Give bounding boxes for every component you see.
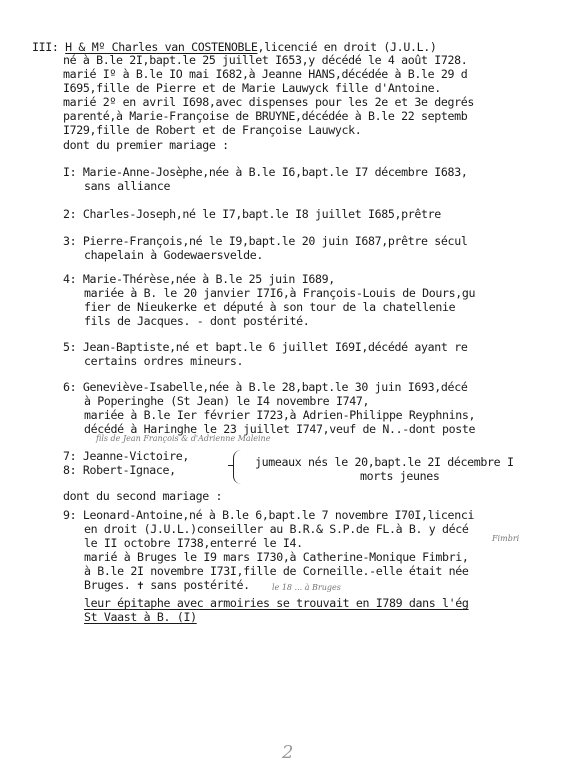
handwritten-annotation: le 18 ... à Bruges bbox=[272, 583, 341, 592]
intro-line: né à B.le 2I,bapt.le 25 juillet I653,y décédé le 4 août I728. bbox=[63, 53, 468, 67]
intro-line: parenté,à Marie-Françoise de BRUYNE,décédée à B.le 22 septemb bbox=[63, 109, 468, 123]
handwritten-annotation: fils de Jean François & d'Adrienne Maleine bbox=[96, 434, 271, 443]
brace-mark bbox=[233, 450, 244, 484]
child-entry-1-cont: sans alliance bbox=[84, 179, 171, 193]
child-entry-3: 3: Pierre-François,né le I9,bapt.le 20 juin I687,prêtre sécul bbox=[63, 234, 468, 248]
twins-note: jumeaux nés le 20,bapt.le 2I décembre I bbox=[255, 455, 514, 469]
child-entry-9-cont: à B.le 2I novembre I73I,fille de Corneille.-elle était née bbox=[84, 564, 469, 578]
section-heading-first-marriage: dont du premier mariage : bbox=[63, 138, 229, 152]
entry-heading bbox=[32, 40, 436, 54]
intro-line: I729,fille de Robert et de Françoise Lauwyck. bbox=[63, 123, 362, 137]
child-entry-6: 6: Geneviève-Isabelle,née à B.le 28,bapt.le 30 juin I693,décé bbox=[63, 380, 468, 394]
child-entry-6-cont: mariée à B.le Ier février I723,à Adrien-Philippe Reyphnins, bbox=[84, 408, 476, 422]
twins-note-cont: morts jeunes bbox=[360, 469, 440, 483]
child-entry-6-cont: à Poperinghe (St Jean) le I4 novembre I747, bbox=[84, 394, 370, 408]
child-entry-4-cont: mariée à B. le 20 janvier I7I6,à François-Louis de Dours,gu bbox=[84, 286, 476, 300]
section-heading-second-marriage: dont du second mariage : bbox=[63, 489, 223, 503]
generation-label: III: bbox=[32, 40, 59, 54]
child-entry-5-cont: certains ordres mineurs. bbox=[84, 354, 244, 368]
child-entry-6-cont: décédé à Haringhe le 23 juillet I747,veuf de N..-dont poste bbox=[84, 422, 476, 436]
handwritten-annotation: Fimbri bbox=[492, 534, 520, 543]
child-entry-4: 4: Marie-Thérèse,née à B.le 25 juin I689, bbox=[63, 272, 335, 286]
child-entry-4-cont: fier de Nieukerke et député à son tour de la chatellenie bbox=[84, 300, 456, 314]
child-entry-9-cont: en droit (J.U.L.)conseiller au B.R.& S.P.de FL.à B. y décé bbox=[84, 522, 469, 536]
child-entry-9: 9: Leonard-Antoine,né à B.le 6,bapt.le 7 novembre I70I,licenci bbox=[63, 508, 475, 522]
child-entry-2: 2: Charles-Joseph,né le I7,bapt.le I8 juillet I685,prêtre bbox=[63, 207, 441, 221]
child-entry-9-cont: Bruges. ✝ sans postérité. bbox=[84, 578, 250, 592]
person-name: H & Mº Charles van COSTENOBLE bbox=[65, 40, 258, 54]
epitaph-line: leur épitaphe avec armoiries se trouvait en I789 dans l'ég bbox=[84, 596, 469, 610]
heading-rest: ,licencié en droit (J.U.L.) bbox=[257, 40, 437, 54]
child-entry-8: 8: Robert-Ignace, bbox=[63, 463, 176, 477]
page-number: 2 bbox=[282, 742, 294, 763]
child-entry-4-cont: fils de Jacques. - dont postérité. bbox=[84, 314, 310, 328]
epitaph-line: St Vaast à B. (I) bbox=[84, 610, 197, 624]
child-entry-7: 7: Jeanne-Victoire, bbox=[63, 449, 189, 463]
child-entry-5: 5: Jean-Baptiste,né et bapt.le 6 juillet I69I,décédé ayant re bbox=[63, 340, 468, 354]
child-entry-3-cont: chapelain à Godewaersvelde. bbox=[84, 248, 264, 262]
intro-line: marié 2º en avril I698,avec dispenses pour les 2e et 3e degrés bbox=[63, 95, 475, 109]
child-entry-9-cont: marié à Bruges le I9 mars I730,à Catherine-Monique Fimbri, bbox=[84, 550, 469, 564]
child-entry-1: I: Marie-Anne-Josèphe,née à B.le I6,bapt.le I7 décembre I683, bbox=[63, 165, 468, 179]
child-entry-9-cont: le II octobre I738,enterré le I4. bbox=[84, 536, 303, 550]
intro-line: I695,fille de Pierre et de Marie Lauwyck fille d'Antoine. bbox=[63, 81, 441, 95]
intro-line: marié Iº à B.le IO mai I682,à Jeanne HANS,décédée à B.le 29 d bbox=[63, 67, 468, 81]
